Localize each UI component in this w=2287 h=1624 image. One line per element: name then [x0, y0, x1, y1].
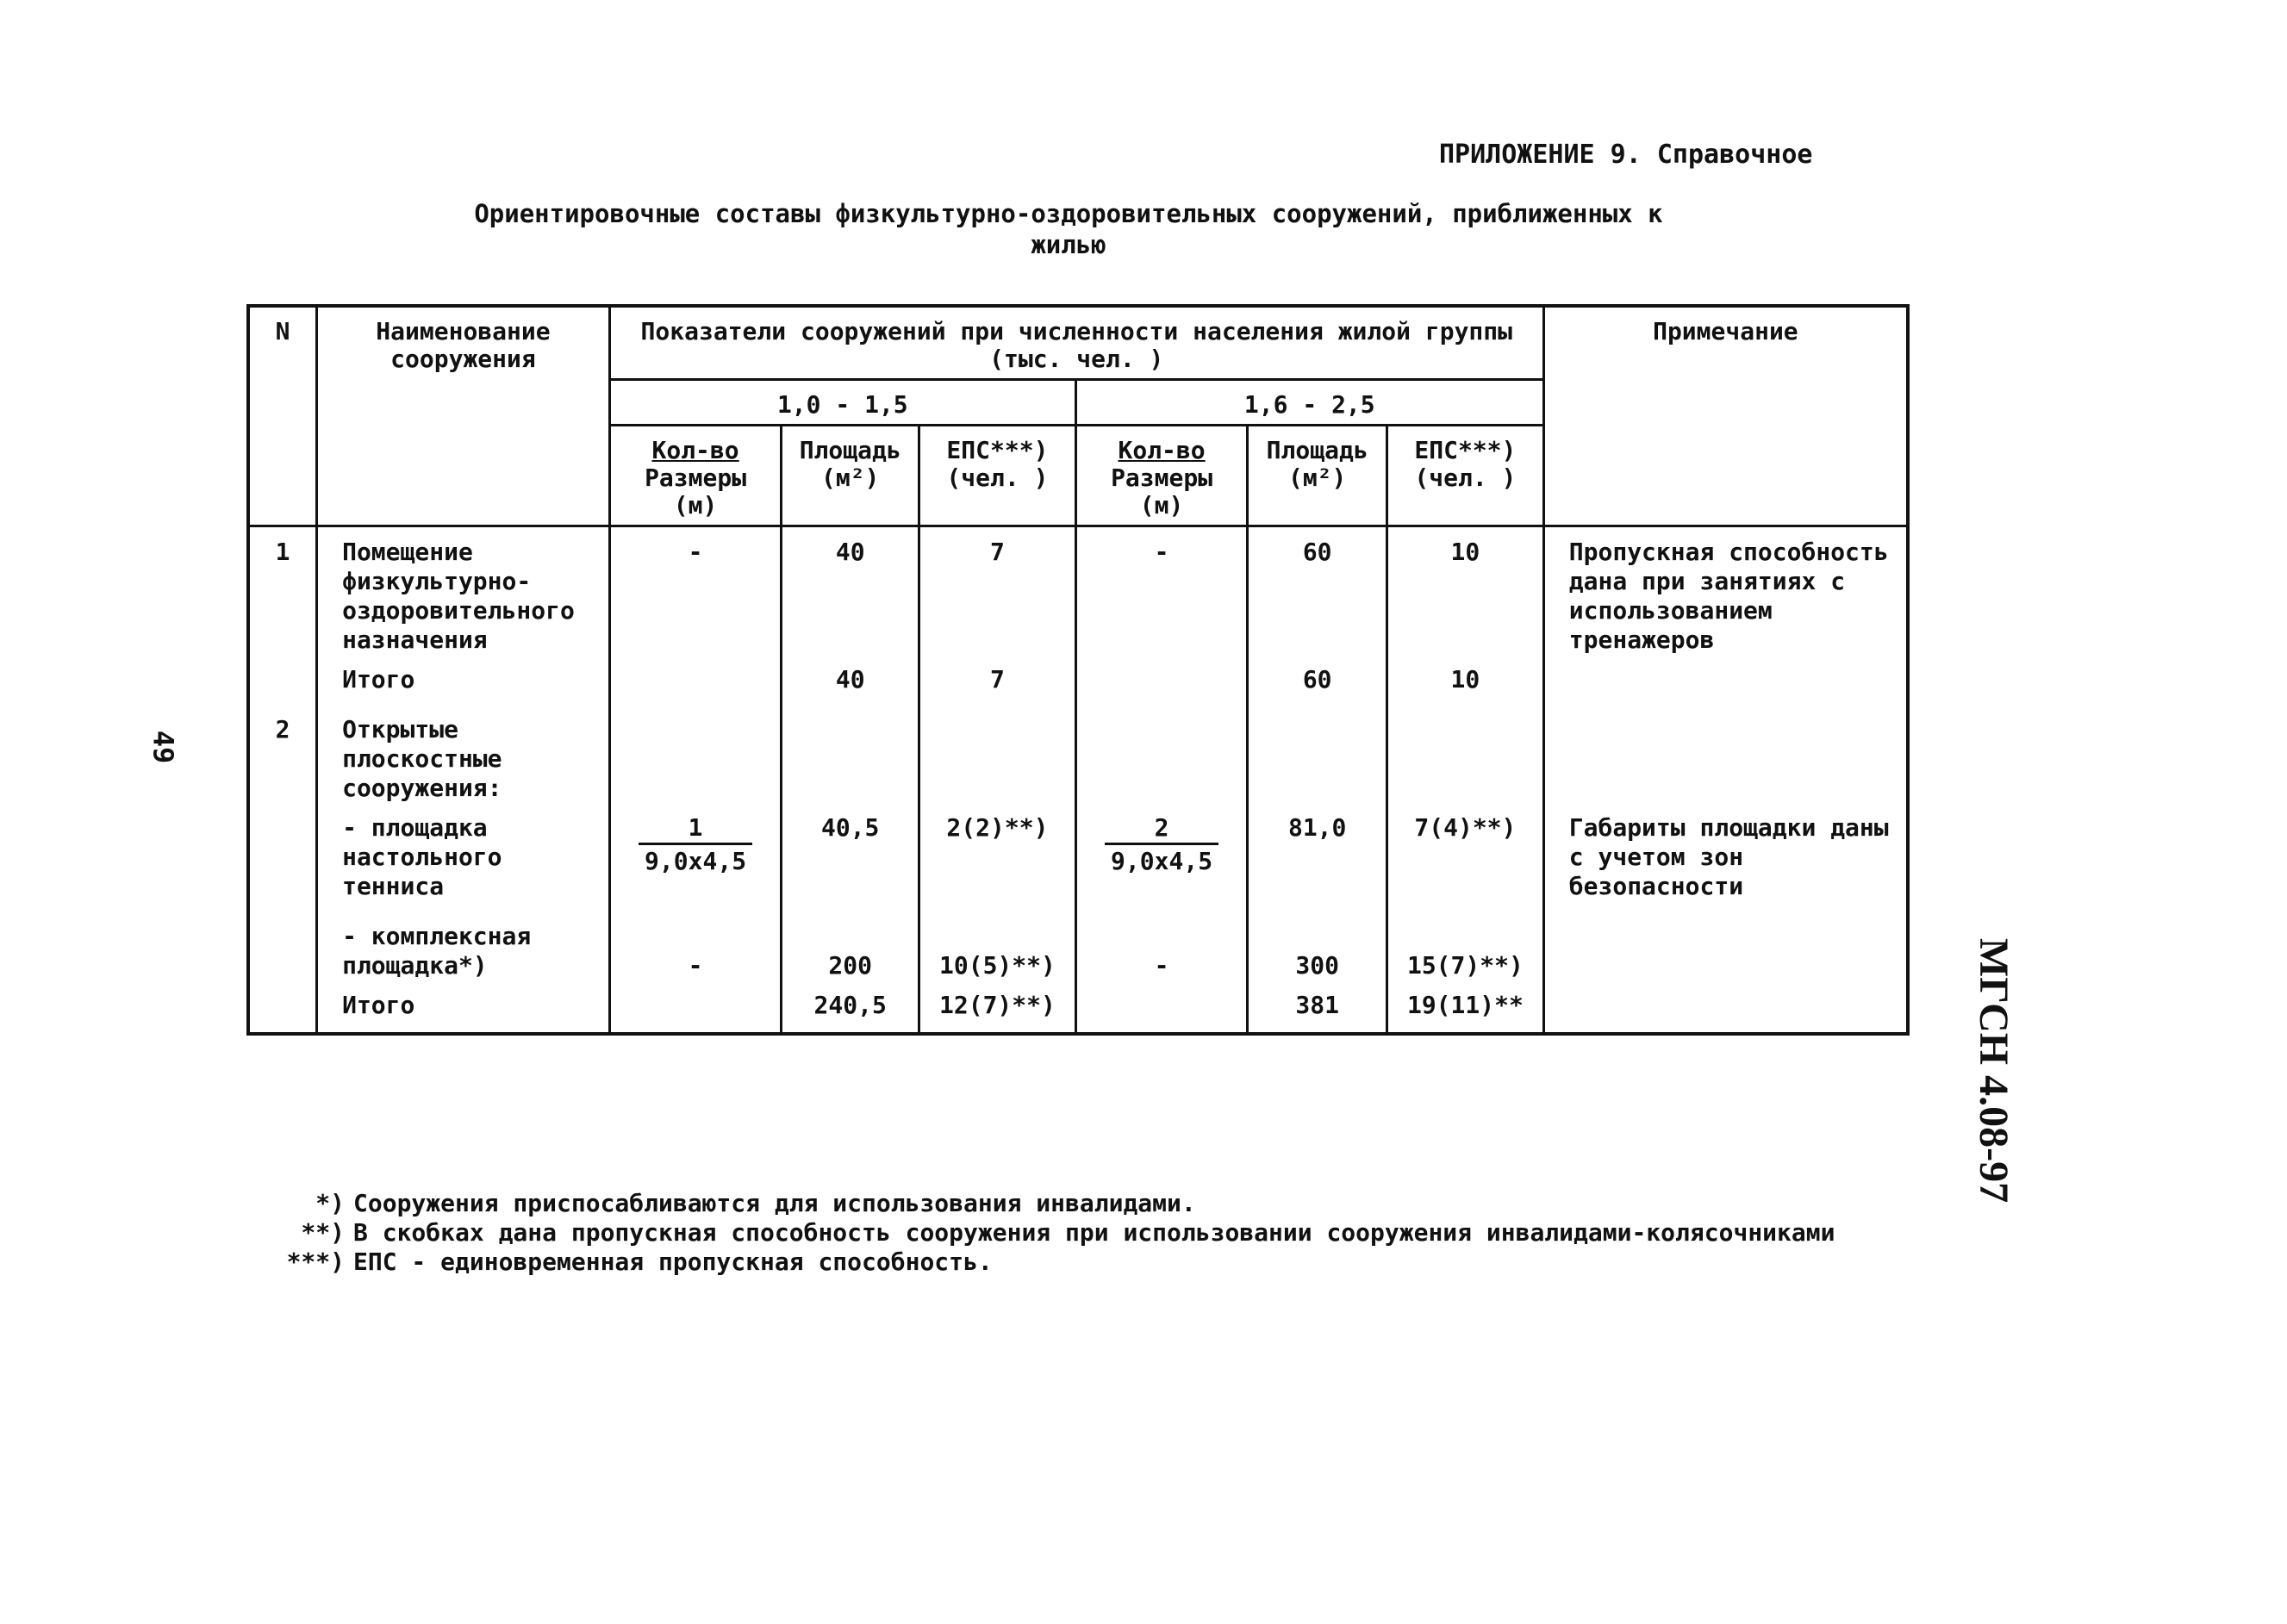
qty-cell: - — [1075, 906, 1248, 986]
area-cell: 60 — [1248, 526, 1387, 661]
header-area-1: Площадь (м²) — [782, 426, 919, 526]
footnote-text: ЕПС - единовременная пропускная способность. — [353, 1248, 993, 1276]
area-cell: 81,0 — [1248, 808, 1387, 906]
footnote — [250, 1248, 1913, 1277]
eps-cell: 10 — [1387, 660, 1544, 700]
area-cell: 381 — [1248, 986, 1387, 1034]
area-cell: 40,5 — [782, 808, 919, 906]
total-label: Итого — [317, 660, 610, 700]
header-eps-2: ЕПС***) (чел. ) — [1387, 426, 1544, 526]
footnote-mark: **) — [301, 1218, 345, 1247]
table-row — [248, 808, 1908, 906]
table-row — [248, 986, 1908, 1034]
note-cell: Габариты площадки даны с учетом зон безопасности — [1543, 808, 1908, 906]
header-range-1: 1,0 - 1,5 — [609, 380, 1075, 426]
facilities-table — [246, 304, 1910, 1036]
area-cell: 60 — [1248, 660, 1387, 700]
header-eps-1: ЕПС***) (чел. ) — [919, 426, 1076, 526]
qty-cell: - — [609, 526, 782, 661]
header-area-2: Площадь (м²) — [1248, 426, 1387, 526]
total-label: Итого — [317, 986, 610, 1034]
facility-name: - площадка настольного тенниса — [317, 808, 610, 906]
note-cell: Пропускная способность дана при занятиях с использованием тренажеров — [1543, 526, 1908, 661]
footnote-text: В скобках дана пропускная способность сооружения при использовании сооружения инвалидами-колясочниками — [353, 1218, 1835, 1247]
document-title: Ориентировочные составы физкультурно-оздоровительных сооружений, приближенных к жилью — [474, 199, 1663, 259]
qty-cell: $\frac{1}{9,0х4,5}$ — [609, 808, 782, 906]
table-row — [248, 526, 1908, 661]
row-number: 1 — [248, 526, 317, 661]
footnote — [250, 1189, 1913, 1218]
table-row — [248, 906, 1908, 986]
eps-cell: 7(4)**) — [1387, 808, 1544, 906]
area-cell: 300 — [1248, 906, 1387, 986]
header-range-2: 1,6 - 2,5 — [1075, 380, 1543, 426]
appendix-label: ПРИЛОЖЕНИЕ 9. Справочное — [1439, 140, 1813, 170]
header-indicators: Показатели сооружений при численности населения жилой группы (тыс. чел. ) — [609, 306, 1543, 380]
eps-cell: 7 — [919, 660, 1076, 700]
header-note: Примечание — [1543, 306, 1908, 526]
footnote-mark: *) — [315, 1189, 345, 1217]
footnotes — [250, 1189, 1913, 1277]
eps-cell: 10(5)**) — [919, 906, 1076, 986]
eps-cell: 7 — [919, 526, 1076, 661]
header-n: N — [248, 306, 317, 526]
row-number: 2 — [248, 700, 317, 808]
page-number: 49 — [146, 730, 180, 764]
eps-cell: 19(11)** — [1387, 986, 1544, 1034]
area-cell: 240,5 — [782, 986, 919, 1034]
facility-name: - комплексная площадка*) — [317, 906, 610, 986]
area-cell: 200 — [782, 906, 919, 986]
qty-cell: - — [609, 906, 782, 986]
header-name: Наименование сооружения — [317, 306, 610, 526]
footnote-text: Сооружения приспосабливаются для использования инвалидами. — [353, 1189, 1196, 1217]
area-cell: 40 — [782, 660, 919, 700]
table-row — [248, 660, 1908, 700]
facility-name: Помещение физкультурно-оздоровительного назначения — [317, 526, 610, 661]
header-qty-2: Кол-во Размеры (м) — [1075, 426, 1248, 526]
footnote — [250, 1218, 1913, 1248]
eps-cell: 12(7)**) — [919, 986, 1076, 1034]
facility-name: Открытые плоскостные сооружения: — [317, 700, 610, 808]
table-row — [248, 700, 1908, 808]
header-qty-1: Кол-во Размеры (м) — [609, 426, 782, 526]
eps-cell: 2(2)**) — [919, 808, 1076, 906]
qty-cell: $\frac{2}{9,0х4,5}$ — [1075, 808, 1248, 906]
document-code: МГСН 4.08-97 — [1971, 937, 2017, 1204]
area-cell: 40 — [782, 526, 919, 661]
eps-cell: 15(7)**) — [1387, 906, 1544, 986]
qty-cell: - — [1075, 526, 1248, 661]
footnote-mark: ***) — [286, 1248, 345, 1276]
eps-cell: 10 — [1387, 526, 1544, 661]
